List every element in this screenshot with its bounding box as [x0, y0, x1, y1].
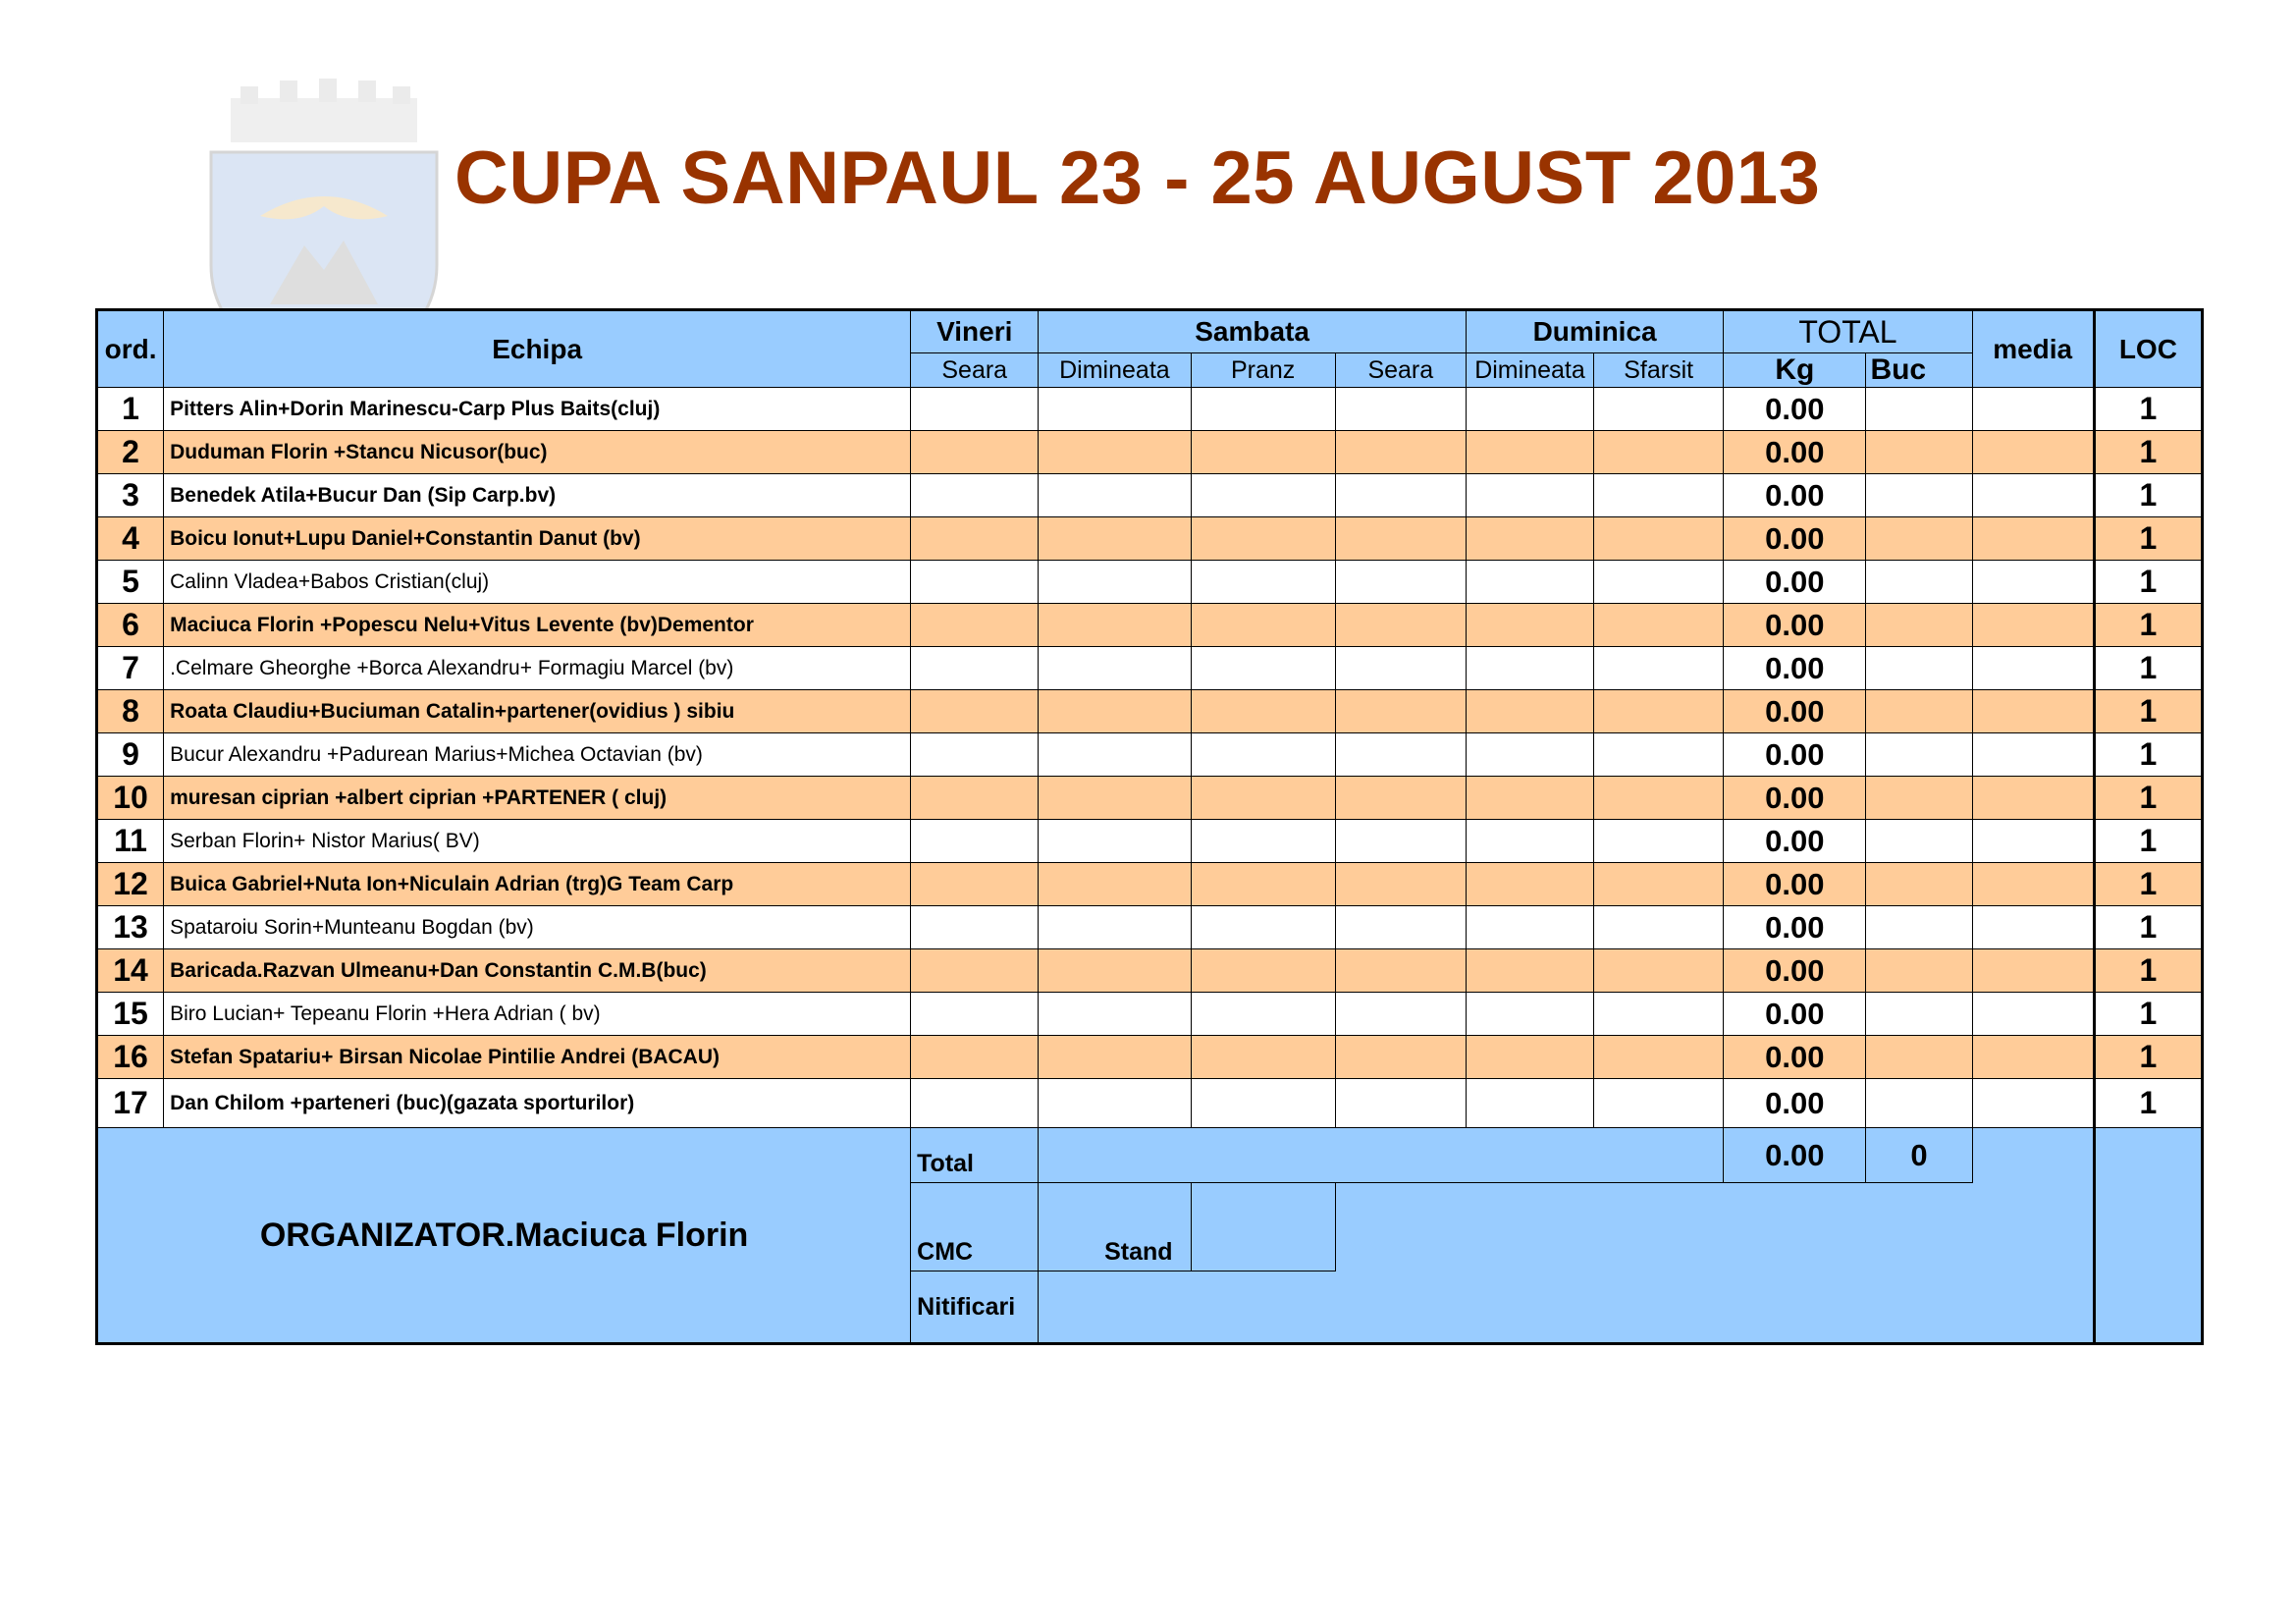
row-loc: 1: [2094, 647, 2202, 690]
row-loc: 1: [2094, 690, 2202, 733]
row-media: [1972, 647, 2094, 690]
row-buc: [1866, 604, 1972, 647]
row-vineri-seara: [911, 431, 1039, 474]
row-duminica-sfarsit: [1594, 906, 1724, 949]
col-vineri-header: Vineri: [911, 310, 1039, 353]
row-loc: 1: [2094, 906, 2202, 949]
row-kg: 0.00: [1724, 431, 1866, 474]
row-media: [1972, 949, 2094, 993]
table-row: [97, 388, 2203, 431]
row-duminica-sfarsit: [1594, 517, 1724, 561]
row-ord: 11: [97, 820, 164, 863]
row-sambata-seara: [1335, 517, 1466, 561]
row-ord: 4: [97, 517, 164, 561]
row-sambata-pranz: [1191, 561, 1335, 604]
row-buc: [1866, 733, 1972, 777]
row-vineri-seara: [911, 604, 1039, 647]
row-loc: 1: [2094, 431, 2202, 474]
subcol-sambata-pranz: Pranz: [1191, 353, 1335, 388]
row-sambata-dimineata: [1039, 993, 1191, 1036]
row-sambata-dimineata: [1039, 1036, 1191, 1079]
row-duminica-sfarsit: [1594, 1079, 1724, 1128]
row-vineri-seara: [911, 1079, 1039, 1128]
row-sambata-dimineata: [1039, 820, 1191, 863]
row-duminica-dimineata: [1466, 949, 1593, 993]
stand-label: Stand: [1039, 1183, 1191, 1271]
row-kg: 0.00: [1724, 820, 1866, 863]
row-sambata-dimineata: [1039, 690, 1191, 733]
cmc-label: CMC: [911, 1183, 1039, 1271]
row-sambata-pranz: [1191, 690, 1335, 733]
row-sambata-seara: [1335, 949, 1466, 993]
row-duminica-dimineata: [1466, 993, 1593, 1036]
row-team: Maciuca Florin +Popescu Nelu+Vitus Levente (bv)Dementor: [164, 604, 911, 647]
row-vineri-seara: [911, 690, 1039, 733]
row-sambata-dimineata: [1039, 604, 1191, 647]
row-sambata-pranz: [1191, 604, 1335, 647]
row-buc: [1866, 647, 1972, 690]
row-media: [1972, 733, 2094, 777]
row-kg: 0.00: [1724, 993, 1866, 1036]
row-sambata-dimineata: [1039, 474, 1191, 517]
row-media: [1972, 431, 2094, 474]
row-loc: 1: [2094, 949, 2202, 993]
row-team: Bucur Alexandru +Padurean Marius+Michea Octavian (bv): [164, 733, 911, 777]
row-buc: [1866, 474, 1972, 517]
loc-footer-blank: [2094, 1128, 2202, 1344]
row-sambata-seara: [1335, 1079, 1466, 1128]
table-row: [97, 820, 2203, 863]
row-duminica-dimineata: [1466, 1079, 1593, 1128]
row-media: [1972, 1079, 2094, 1128]
results-table: [95, 308, 2204, 1345]
row-duminica-dimineata: [1466, 474, 1593, 517]
row-sambata-dimineata: [1039, 517, 1191, 561]
row-vineri-seara: [911, 777, 1039, 820]
row-duminica-dimineata: [1466, 517, 1593, 561]
row-loc: 1: [2094, 604, 2202, 647]
row-sambata-seara: [1335, 561, 1466, 604]
row-kg: 0.00: [1724, 1079, 1866, 1128]
row-sambata-seara: [1335, 820, 1466, 863]
table-row: [97, 906, 2203, 949]
row-team: .Celmare Gheorghe +Borca Alexandru+ Formagiu Marcel (bv): [164, 647, 911, 690]
row-duminica-dimineata: [1466, 1036, 1593, 1079]
row-duminica-sfarsit: [1594, 604, 1724, 647]
row-loc: 1: [2094, 517, 2202, 561]
row-vineri-seara: [911, 474, 1039, 517]
row-sambata-seara: [1335, 388, 1466, 431]
subcol-vineri-seara: Seara: [911, 353, 1039, 388]
row-ord: 14: [97, 949, 164, 993]
table-row: [97, 690, 2203, 733]
row-kg: 0.00: [1724, 690, 1866, 733]
row-kg: 0.00: [1724, 863, 1866, 906]
subcol-buc: Buc: [1866, 353, 1972, 388]
row-sambata-seara: [1335, 906, 1466, 949]
row-vineri-seara: [911, 647, 1039, 690]
row-sambata-pranz: [1191, 949, 1335, 993]
col-total-header: TOTAL: [1724, 310, 1972, 353]
row-loc: 1: [2094, 863, 2202, 906]
row-duminica-dimineata: [1466, 906, 1593, 949]
row-team: Stefan Spatariu+ Birsan Nicolae Pintilie Andrei (BACAU): [164, 1036, 911, 1079]
row-team: Calinn Vladea+Babos Cristian(cluj): [164, 561, 911, 604]
row-vineri-seara: [911, 949, 1039, 993]
total-media-blank: [1972, 1128, 2094, 1183]
row-kg: 0.00: [1724, 733, 1866, 777]
table-row: [97, 1079, 2203, 1128]
row-team: muresan ciprian +albert ciprian +PARTENER ( cluj): [164, 777, 911, 820]
row-media: [1972, 863, 2094, 906]
col-sambata-header: Sambata: [1039, 310, 1467, 353]
row-sambata-seara: [1335, 733, 1466, 777]
row-sambata-pranz: [1191, 647, 1335, 690]
row-loc: 1: [2094, 993, 2202, 1036]
row-ord: 6: [97, 604, 164, 647]
row-duminica-sfarsit: [1594, 561, 1724, 604]
row-buc: [1866, 993, 1972, 1036]
row-duminica-dimineata: [1466, 647, 1593, 690]
row-buc: [1866, 906, 1972, 949]
row-buc: [1866, 1036, 1972, 1079]
row-ord: 9: [97, 733, 164, 777]
row-media: [1972, 561, 2094, 604]
row-sambata-pranz: [1191, 906, 1335, 949]
row-kg: 0.00: [1724, 517, 1866, 561]
row-vineri-seara: [911, 517, 1039, 561]
subcol-sambata-dimineata: Dimineata: [1039, 353, 1191, 388]
table-row: [97, 777, 2203, 820]
row-loc: 1: [2094, 733, 2202, 777]
row-ord: 12: [97, 863, 164, 906]
row-sambata-dimineata: [1039, 561, 1191, 604]
row-ord: 2: [97, 431, 164, 474]
row-kg: 0.00: [1724, 388, 1866, 431]
team-rows: [97, 388, 2203, 1128]
row-sambata-pranz: [1191, 863, 1335, 906]
row-media: [1972, 820, 2094, 863]
row-ord: 10: [97, 777, 164, 820]
table-row: [97, 517, 2203, 561]
row-kg: 0.00: [1724, 777, 1866, 820]
row-kg: 0.00: [1724, 906, 1866, 949]
subcol-duminica-sfarsit: Sfarsit: [1594, 353, 1724, 388]
row-ord: 5: [97, 561, 164, 604]
row-ord: 16: [97, 1036, 164, 1079]
row-loc: 1: [2094, 1036, 2202, 1079]
row-sambata-dimineata: [1039, 388, 1191, 431]
row-sambata-pranz: [1191, 777, 1335, 820]
row-vineri-seara: [911, 863, 1039, 906]
col-media-header: media: [1972, 310, 2094, 388]
row-team: Biro Lucian+ Tepeanu Florin +Hera Adrian ( bv): [164, 993, 911, 1036]
row-media: [1972, 604, 2094, 647]
row-ord: 7: [97, 647, 164, 690]
total-label: Total: [911, 1128, 1039, 1183]
col-duminica-header: Duminica: [1466, 310, 1723, 353]
row-sambata-dimineata: [1039, 863, 1191, 906]
row-media: [1972, 993, 2094, 1036]
table-row: [97, 1036, 2203, 1079]
row-buc: [1866, 820, 1972, 863]
row-sambata-seara: [1335, 690, 1466, 733]
row-vineri-seara: [911, 561, 1039, 604]
row-sambata-dimineata: [1039, 733, 1191, 777]
row-buc: [1866, 517, 1972, 561]
row-kg: 0.00: [1724, 604, 1866, 647]
row-buc: [1866, 777, 1972, 820]
row-kg: 0.00: [1724, 647, 1866, 690]
row-duminica-sfarsit: [1594, 820, 1724, 863]
row-duminica-dimineata: [1466, 431, 1593, 474]
table-row: [97, 993, 2203, 1036]
row-duminica-sfarsit: [1594, 777, 1724, 820]
total-buc-value: 0: [1866, 1128, 1972, 1183]
row-vineri-seara: [911, 993, 1039, 1036]
row-sambata-dimineata: [1039, 906, 1191, 949]
row-sambata-pranz: [1191, 733, 1335, 777]
row-kg: 0.00: [1724, 561, 1866, 604]
row-team: Serban Florin+ Nistor Marius( BV): [164, 820, 911, 863]
row-buc: [1866, 690, 1972, 733]
row-media: [1972, 1036, 2094, 1079]
subcol-sambata-seara: Seara: [1335, 353, 1466, 388]
row-kg: 0.00: [1724, 949, 1866, 993]
row-ord: 8: [97, 690, 164, 733]
row-sambata-pranz: [1191, 474, 1335, 517]
row-buc: [1866, 863, 1972, 906]
row-sambata-dimineata: [1039, 949, 1191, 993]
table-row: [97, 647, 2203, 690]
row-duminica-sfarsit: [1594, 388, 1724, 431]
row-duminica-sfarsit: [1594, 733, 1724, 777]
row-sambata-dimineata: [1039, 431, 1191, 474]
row-ord: 3: [97, 474, 164, 517]
row-sambata-seara: [1335, 647, 1466, 690]
row-vineri-seara: [911, 820, 1039, 863]
row-team: Spataroiu Sorin+Munteanu Bogdan (bv): [164, 906, 911, 949]
row-ord: 1: [97, 388, 164, 431]
row-team: Pitters Alin+Dorin Marinescu-Carp Plus Baits(cluj): [164, 388, 911, 431]
row-duminica-sfarsit: [1594, 863, 1724, 906]
page-title: CUPA SANPAUL 23 - 25 AUGUST 2013: [454, 136, 1821, 220]
row-sambata-dimineata: [1039, 647, 1191, 690]
row-media: [1972, 388, 2094, 431]
row-kg: 0.00: [1724, 1036, 1866, 1079]
row-duminica-dimineata: [1466, 733, 1593, 777]
row-team: Benedek Atila+Bucur Dan (Sip Carp.bv): [164, 474, 911, 517]
row-sambata-pranz: [1191, 1079, 1335, 1128]
row-duminica-dimineata: [1466, 863, 1593, 906]
row-duminica-sfarsit: [1594, 431, 1724, 474]
row-buc: [1866, 949, 1972, 993]
row-loc: 1: [2094, 1079, 2202, 1128]
table-row: [97, 431, 2203, 474]
row-team: Duduman Florin +Stancu Nicusor(buc): [164, 431, 911, 474]
row-vineri-seara: [911, 733, 1039, 777]
row-duminica-sfarsit: [1594, 1036, 1724, 1079]
row-media: [1972, 690, 2094, 733]
row-sambata-pranz: [1191, 431, 1335, 474]
notificari-label: Nitificari: [911, 1271, 1039, 1344]
row-loc: 1: [2094, 388, 2202, 431]
row-sambata-dimineata: [1039, 1079, 1191, 1128]
row-duminica-sfarsit: [1594, 949, 1724, 993]
row-buc: [1866, 561, 1972, 604]
row-loc: 1: [2094, 820, 2202, 863]
total-kg-value: 0.00: [1724, 1128, 1866, 1183]
row-sambata-pranz: [1191, 1036, 1335, 1079]
row-duminica-dimineata: [1466, 690, 1593, 733]
table-row: [97, 474, 2203, 517]
row-kg: 0.00: [1724, 474, 1866, 517]
row-media: [1972, 777, 2094, 820]
row-duminica-dimineata: [1466, 561, 1593, 604]
cmc-blank: [1335, 1183, 2094, 1271]
row-buc: [1866, 431, 1972, 474]
row-team: Buica Gabriel+Nuta Ion+Niculain Adrian (trg)G Team Carp: [164, 863, 911, 906]
row-team: Boicu Ionut+Lupu Daniel+Constantin Danut (bv): [164, 517, 911, 561]
row-media: [1972, 474, 2094, 517]
organizer-label: ORGANIZATOR.Maciuca Florin: [97, 1128, 911, 1344]
row-sambata-seara: [1335, 777, 1466, 820]
row-sambata-seara: [1335, 993, 1466, 1036]
row-ord: 17: [97, 1079, 164, 1128]
subcol-duminica-dimineata: Dimineata: [1466, 353, 1593, 388]
notificari-value: [1039, 1271, 2094, 1344]
row-sambata-pranz: [1191, 820, 1335, 863]
row-buc: [1866, 1079, 1972, 1128]
row-sambata-dimineata: [1039, 777, 1191, 820]
row-sambata-seara: [1335, 863, 1466, 906]
row-sambata-seara: [1335, 604, 1466, 647]
row-sambata-pranz: [1191, 993, 1335, 1036]
table-row: [97, 561, 2203, 604]
col-ord-header: ord.: [97, 310, 164, 388]
row-loc: 1: [2094, 474, 2202, 517]
row-duminica-dimineata: [1466, 777, 1593, 820]
table-row: [97, 863, 2203, 906]
row-team: Dan Chilom +parteneri (buc)(gazata sporturilor): [164, 1079, 911, 1128]
row-duminica-sfarsit: [1594, 690, 1724, 733]
row-loc: 1: [2094, 561, 2202, 604]
subcol-kg: Kg: [1724, 353, 1866, 388]
total-spacer: [1039, 1128, 1724, 1183]
row-sambata-pranz: [1191, 388, 1335, 431]
row-duminica-dimineata: [1466, 820, 1593, 863]
row-loc: 1: [2094, 777, 2202, 820]
row-media: [1972, 517, 2094, 561]
row-sambata-seara: [1335, 431, 1466, 474]
row-duminica-sfarsit: [1594, 474, 1724, 517]
row-vineri-seara: [911, 906, 1039, 949]
row-vineri-seara: [911, 388, 1039, 431]
row-media: [1972, 906, 2094, 949]
row-duminica-sfarsit: [1594, 993, 1724, 1036]
row-sambata-seara: [1335, 1036, 1466, 1079]
row-duminica-sfarsit: [1594, 647, 1724, 690]
row-sambata-seara: [1335, 474, 1466, 517]
table-row: [97, 733, 2203, 777]
row-team: Roata Claudiu+Buciuman Catalin+partener(ovidius ) sibiu: [164, 690, 911, 733]
col-loc-header: LOC: [2094, 310, 2202, 388]
table-row: [97, 949, 2203, 993]
row-duminica-dimineata: [1466, 604, 1593, 647]
row-duminica-dimineata: [1466, 388, 1593, 431]
table-row: [97, 604, 2203, 647]
row-buc: [1866, 388, 1972, 431]
col-echipa-header: Echipa: [164, 310, 911, 388]
row-ord: 13: [97, 906, 164, 949]
row-vineri-seara: [911, 1036, 1039, 1079]
row-sambata-pranz: [1191, 517, 1335, 561]
row-ord: 15: [97, 993, 164, 1036]
row-team: Baricada.Razvan Ulmeanu+Dan Constantin C.M.B(buc): [164, 949, 911, 993]
stand-value: [1191, 1183, 1335, 1271]
